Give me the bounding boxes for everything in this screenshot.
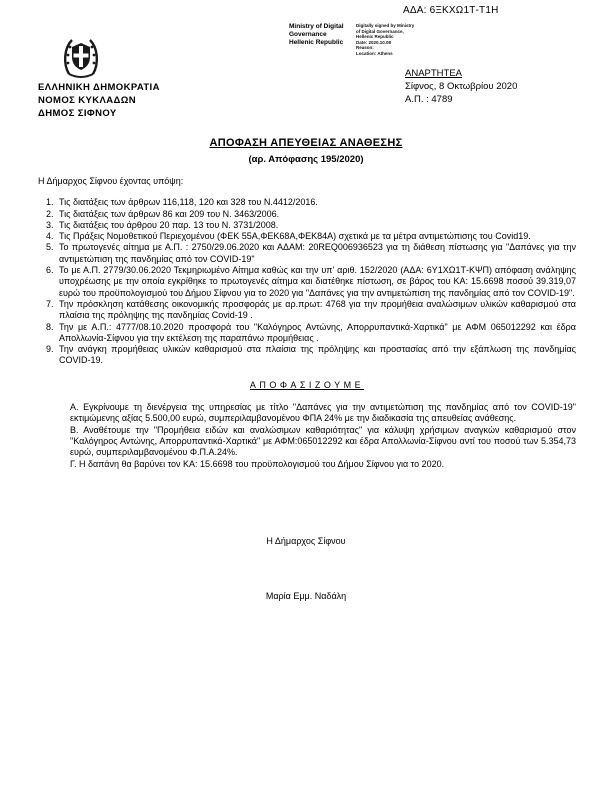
- signature-detail-line: Hellenic Republic: [356, 34, 394, 40]
- document-title: ΑΠΟΦΑΣΗ ΑΠΕΥΘΕΙΑΣ ΑΝΑΘΕΣΗΣ: [209, 137, 403, 149]
- signatory-name: Μαρία Εμμ. Ναδάλη: [265, 591, 347, 601]
- place-date: Σίφνος, 8 Οκτωβρίου 2020: [405, 81, 518, 93]
- ministry-stamp-line: Ministry of Digital: [289, 23, 344, 30]
- signature-detail-line: Location: Athens: [356, 50, 393, 56]
- protocol-number: Α.Π. : 4789: [405, 94, 453, 106]
- greek-coat-of-arms-icon: [61, 35, 101, 81]
- document-title-block: [0, 133, 612, 165]
- ministry-stamp-line: Governance: [289, 31, 327, 38]
- publication-label: ΑΝΑΡΤΗΤΕΑ: [405, 68, 463, 79]
- signature-details-text: [356, 23, 441, 57]
- signature-detail-line: Reason:: [356, 45, 374, 51]
- authority-line-prefecture: ΝΟΜΟΣ ΚΥΚΛΑΔΩΝ: [38, 95, 137, 107]
- consideration-item: 7. Την πρόσκληση κατάθεσης οικονομικής προσφοράς με αρ.πρωτ: 4768 για την προμήθεια αναλώσιμων υλικών καθαρισμού στα πλαίσια της πρόληψης της πανδημίας Covid-19 .: [56, 299, 576, 322]
- signature-detail-line: of Digital Governance,: [356, 28, 404, 34]
- authority-line-republic: ΕΛΛΗΝΙΚΗ ΔΗΜΟΚΡΑΤΙΑ: [38, 82, 160, 93]
- consideration-item: 1. Τις διατάξεις των άρθρων 116,118, 120 και 328 του Ν.4412/2016.: [56, 197, 576, 208]
- document-body: [38, 176, 576, 470]
- consideration-item: 5. Το πρωτογενές αίτημα με Α.Π. : 2750/29.06.2020 και ΑΔΑΜ: 20REQ006936523 για τη διάθεση πίστωσης για "Δαπάνες για την αντιμετώπιση της πανδημίας από τον COVID-19": [56, 242, 576, 265]
- document-meta: [405, 67, 517, 107]
- ada-code: ΑΔΑ: 6ΞΚΧΩ1Τ-Τ1Η: [403, 5, 499, 16]
- signature-detail-line: Date: 2020.10.08: [356, 39, 392, 45]
- signature-detail-line: Digitally signed by Ministry: [356, 23, 415, 28]
- consideration-item: 3. Τις διατάξεις του άρθρου 20 παρ. 13 του Ν. 3731/2008.: [56, 220, 576, 231]
- decision-paragraph: Α. Εγκρίνουμε τη διενέργεια της υπηρεσίας με τίτλο "Δαπάνες για την αντιμετώπιση της πανδημίας από τον COVID-19" εκτιμώμενης αξίας 5.500,00 ευρώ, συμπεριλαμβανομένου ΦΠΑ 24% με την διαδικασία της απευθείας ανάθεσης.: [70, 402, 576, 424]
- signatory-role: Η Δήμαρχος Σίφνου: [266, 536, 346, 546]
- considerations-list: [38, 197, 576, 366]
- decision-number: (αρ. Απόφασης 195/2020): [248, 154, 364, 165]
- decisions-block: [70, 402, 576, 470]
- preamble: Η Δήμαρχος Σίφνου έχοντας υπόψη:: [38, 176, 184, 186]
- digital-signature-stamp: [289, 23, 441, 57]
- consideration-item: 2. Τις διατάξεις των άρθρων 86 και 209 του Ν. 3463/2006.: [56, 209, 576, 220]
- ministry-stamp-line: Hellenic Republic: [289, 39, 344, 46]
- consideration-item: 4. Τις Πράξεις Νομοθετικού Περιεχομένου (ΦΕΚ 55Α,ΦΕΚ68Α,ΦΕΚ84Α) σχετικά με τα μέτρα αντιμετώπισης του Covid19.: [56, 231, 576, 242]
- consideration-item: 9. Την ανάγκη προμήθειας υλικών καθαρισμού στα πλαίσια της πρόληψης και προστασίας από την εξάπλωση της πανδημίας COVID-19.: [56, 344, 576, 367]
- ministry-stamp-text: [289, 23, 351, 57]
- issuing-authority: [38, 81, 160, 121]
- consideration-item: 6. Το με Α.Π. 2779/30.06.2020 Τεκμηριωμένο Αίτημα καθώς και την υπ' αριθ. 152/2020 (ΑΔΑ: 6Υ1ΧΩ1Τ-ΚΨΠ) απόφαση ανάληψης υποχρέωσης με την οποία εγκρίθηκε το πρωτογενές αίτημα και διατέθηκε πίστωση, σε βάρος του ΚΑ: 15.6698 ποσού 39.319,07 ευρώ του προϋπολογισμού του Δήμου Σίφνου για το 2020 για "Δαπάνες για την αντιμετώπιση της πανδημίας από τον COVID-19".: [56, 265, 576, 299]
- decision-heading: ΑΠΟΦΑΣΙΖΟΥΜΕ: [249, 379, 365, 390]
- consideration-item: 8. Την με Α.Π.: 4777/08.10.2020 προσφορά του "Καλόγηρος Αντώνης, Απορρυπαντικά-Χαρτικά" με ΑΦΜ 065012292 και έδρα Απολλωνία-Σίφνου για την εκτέλεση της παραπάνω προμήθειας .: [56, 322, 576, 345]
- decision-paragraph: Γ. Η δαπάνη θα βαρύνει τον ΚΑ: 15.6698 του προϋπολογισμού του Δήμου Σίφνου για το 2020.: [70, 458, 445, 469]
- decision-paragraph: Β. Αναθέτουμε την "Προμήθεια ειδών και αναλώσιμων καθαριότητας" για κάλυψη χρήσιμων αναγκών καθαρισμού στον "Καλόγηρος Αντώνης, Απορρυπαντικά-Χαρτικά" με ΑΦΜ:065012292 και έδρα Απολλωνία-Σίφνου αντί του ποσού των 5.354,73 ευρώ, συμπεριλαμβανομένου Φ.Π.Α.24%.: [70, 424, 576, 458]
- authority-line-municipality: ΔΗΜΟΣ ΣΙΦΝΟΥ: [38, 108, 117, 120]
